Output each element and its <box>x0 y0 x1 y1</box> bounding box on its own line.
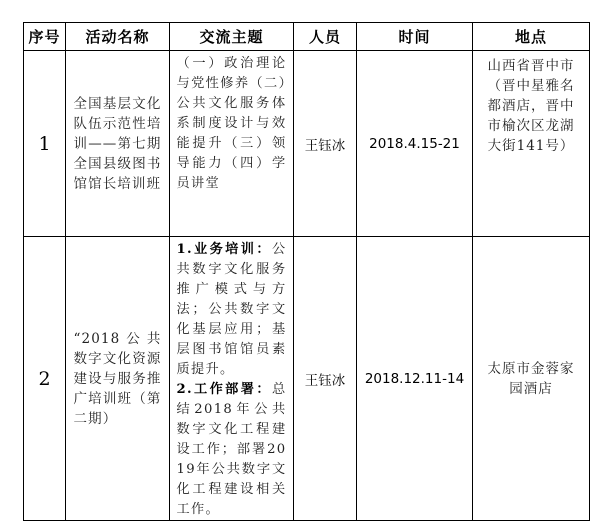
theme-heading-training: 1.业务培训： <box>176 242 272 257</box>
cell-person: 王钰冰 <box>294 237 357 521</box>
theme-heading-deployment: 2.工作部署： <box>176 382 272 397</box>
table-row <box>24 237 590 521</box>
cell-place <box>473 237 590 521</box>
place-text: 太原市金蓉家园酒店 <box>487 360 575 397</box>
cell-activity <box>66 237 170 521</box>
cell-theme <box>170 237 294 521</box>
header-theme: 交流主题 <box>170 23 294 51</box>
theme-text <box>177 240 287 520</box>
header-person: 人员 <box>294 23 357 51</box>
cell-time: 2018.4.15-21 <box>357 51 473 237</box>
header-seq: 序号 <box>24 23 66 51</box>
activity-text: 全国基层文化队伍示范性培训——第七期全国县级图书馆馆长培训班 <box>73 95 162 192</box>
header-activity: 活动名称 <box>66 23 170 51</box>
theme-body-deployment: 总结2018年公共数字文化工程建设工作；部署2019年公共数字文化工程建设相关工作。 <box>176 382 287 517</box>
cell-theme <box>170 51 294 237</box>
cell-seq: 2 <box>24 237 66 521</box>
training-activities-table <box>23 22 590 521</box>
cell-person: 王钰冰 <box>294 51 357 237</box>
header-place: 地点 <box>473 23 590 51</box>
activity-text: “2018公共数字文化资源建设与服务推广培训班（第二期） <box>73 330 162 427</box>
theme-text: （一）政治理论与党性修养（二）公共文化服务体系制度设计与效能提升（三）领导能力（四）学员讲堂 <box>176 56 287 191</box>
cell-time: 2018.12.11-14 <box>357 237 473 521</box>
cell-activity <box>66 51 170 237</box>
cell-place <box>473 51 590 237</box>
table-row <box>24 51 590 237</box>
table-header-row <box>24 23 590 51</box>
header-time: 时间 <box>357 23 473 51</box>
cell-seq: 1 <box>24 51 66 237</box>
place-text: 山西省晋中市（晋中星雅名都酒店，晋中市榆次区龙湖大街141号） <box>487 58 575 154</box>
theme-body-training: 公共数字文化服务推广模式与方法；公共数字文化基层应用；基层图书馆馆员素质提升。 <box>176 242 287 377</box>
